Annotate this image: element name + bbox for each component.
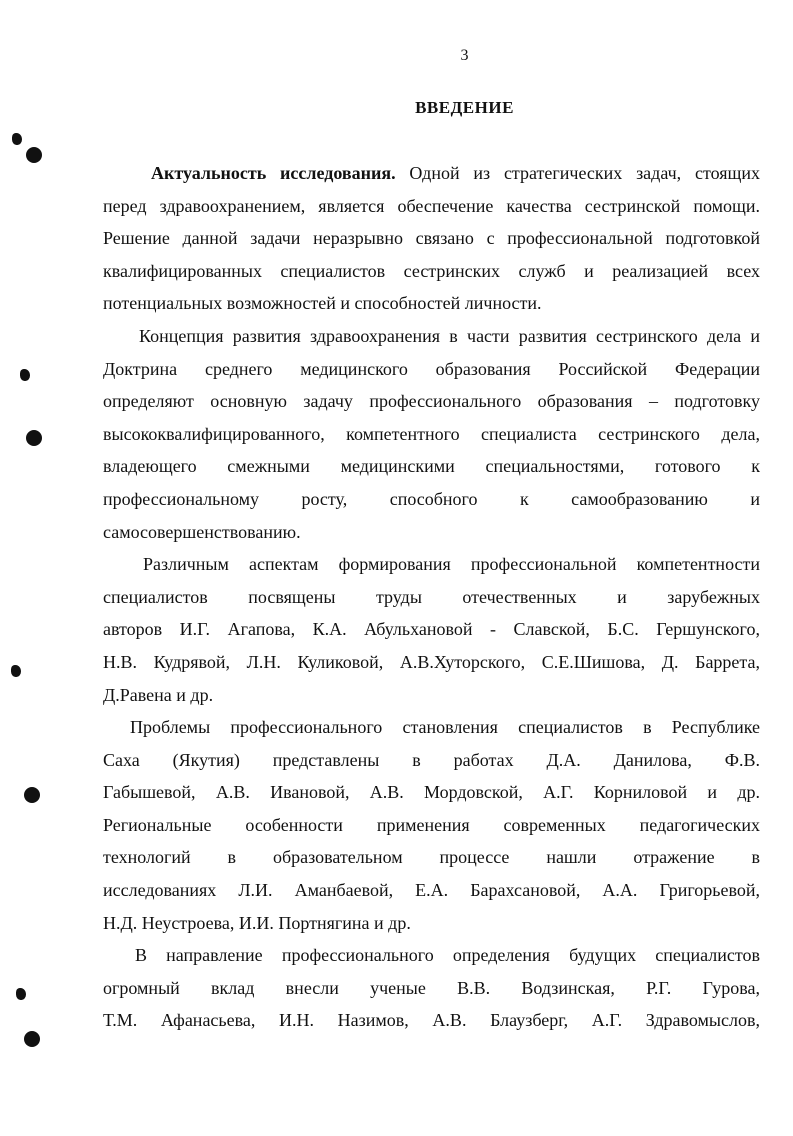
text-line: Н.Д. Неустроева, И.И. Портнягина и др. bbox=[103, 912, 411, 933]
text-line: высококвалифицированного, компетентного специалиста сестринского дела, bbox=[103, 423, 760, 444]
paragraph-relevance bbox=[103, 157, 760, 320]
binder-hole bbox=[26, 147, 42, 163]
binder-hole bbox=[24, 787, 40, 803]
text-line: В направление профессионального определения будущих специалистов bbox=[135, 945, 760, 966]
paragraph-concept bbox=[103, 320, 760, 548]
text-line: владеющего смежными медицинскими специальностями, готового к bbox=[103, 456, 760, 477]
text-line: Различным аспектам формирования профессиональной компетентности bbox=[143, 554, 760, 575]
scan-mark bbox=[16, 988, 26, 1000]
paragraph-aspects bbox=[103, 548, 760, 711]
text-line: Актуальность исследования. Одной из стратегических задач, стоящих bbox=[151, 163, 761, 183]
paragraph-problems bbox=[103, 711, 760, 939]
text-line: квалифицированных специалистов сестринских служб и реализацией всех bbox=[103, 260, 760, 281]
text-line: перед здравоохранением, является обеспечение качества сестринской помощи. bbox=[103, 195, 760, 216]
paragraph-direction bbox=[103, 939, 760, 1037]
text-line: Габышевой, А.В. Ивановой, А.В. Мордовской, А.Г. Корниловой и др. bbox=[103, 782, 760, 803]
lead-phrase: Актуальность исследования. bbox=[151, 163, 396, 183]
text-line: профессиональному росту, способного к самообразованию и bbox=[103, 488, 760, 509]
text-line: Т.М. Афанасьева, И.Н. Назимов, А.В. Блаузберг, А.Г. Здравомыслов, bbox=[103, 1010, 760, 1031]
text-line: самосовершенствованию. bbox=[103, 521, 301, 542]
text-line: Доктрина среднего медицинского образования Российской Федерации bbox=[103, 358, 760, 379]
text-line: Региональные особенности применения современных педагогических bbox=[103, 814, 760, 835]
binder-hole bbox=[26, 430, 42, 446]
scan-mark bbox=[20, 369, 30, 381]
text-line: Проблемы профессионального становления специалистов в Республике bbox=[130, 717, 760, 738]
scan-mark bbox=[11, 665, 21, 677]
page-title: ВВЕДЕНИЕ bbox=[415, 98, 514, 117]
text-line: Концепция развития здравоохранения в части развития сестринского дела и bbox=[139, 325, 760, 346]
text-line: определяют основную задачу профессионального образования – подготовку bbox=[103, 391, 760, 412]
text-line: Н.В. Кудрявой, Л.Н. Куликовой, А.В.Хуторского, С.Е.Шишова, Д. Баррета, bbox=[103, 651, 760, 672]
text-line: исследованиях Л.И. Аманбаевой, Е.А. Барахсановой, А.А. Григорьевой, bbox=[103, 880, 760, 901]
binder-hole bbox=[24, 1031, 40, 1047]
text-line: огромный вклад внесли ученые В.В. Водзинская, Р.Г. Гурова, bbox=[103, 977, 760, 998]
document-body bbox=[103, 157, 760, 1037]
text-line: специалистов посвящены труды отечественных и зарубежных bbox=[103, 586, 760, 607]
text-line: технологий в образовательном процессе нашли отражение в bbox=[103, 847, 760, 868]
text-line: потенциальных возможностей и способностей личности. bbox=[103, 293, 542, 314]
text-line: авторов И.Г. Агапова, К.А. Абульхановой - Славской, Б.С. Гершунского, bbox=[103, 619, 760, 640]
text-line: Решение данной задачи неразрывно связано с профессиональной подготовкой bbox=[103, 228, 760, 249]
text-line: Д.Равена и др. bbox=[103, 684, 214, 705]
page-number: 3 bbox=[460, 47, 469, 64]
text-line: Саха (Якутия) представлены в работах Д.А. Данилова, Ф.В. bbox=[103, 749, 760, 770]
scan-mark bbox=[12, 133, 22, 145]
